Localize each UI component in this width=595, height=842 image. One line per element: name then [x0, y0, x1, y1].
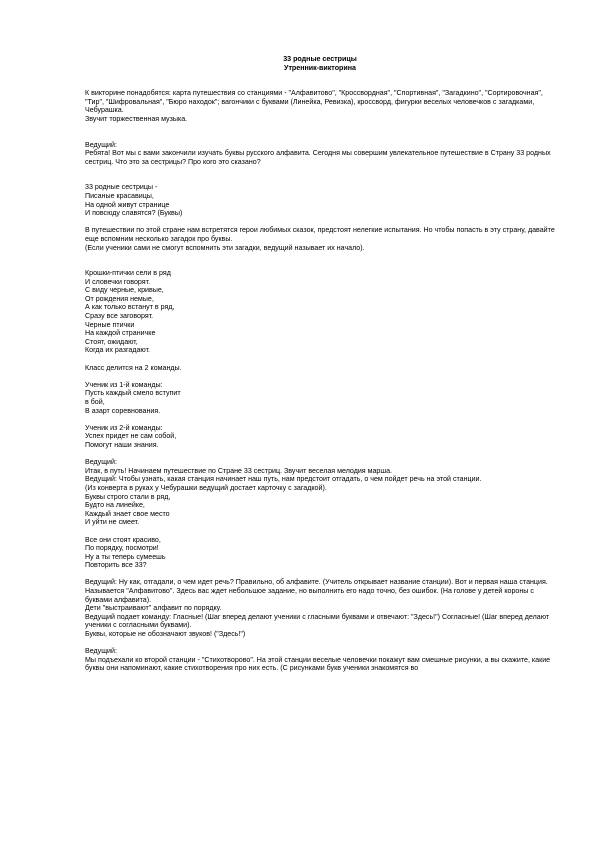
team2-label: Ученик из 2-й команды:: [85, 423, 163, 432]
document-body: [85, 55, 555, 673]
poem-line: Будто на линейке,: [85, 501, 145, 510]
leader-label: Ведущий:: [85, 647, 117, 656]
team1-section: [85, 381, 555, 415]
poem-line: Сразу все заговорят.: [85, 312, 154, 321]
leader-note: (Из конверта в руках у Чебурашки ведущий достает карточку с загадкой).: [85, 483, 327, 492]
leader-label: Ведущий:: [85, 140, 117, 149]
poem-line: В азарт соревнования.: [85, 406, 161, 415]
poem-line: Каждый знает свое место: [85, 509, 170, 518]
leader-text: Буквы, которые не обозначают звуков! ("Здесь!"): [85, 630, 246, 639]
poem-line: И словечки говорят.: [85, 277, 151, 286]
class-split-note: Класс делится на 2 команды.: [85, 363, 182, 372]
poem-birds: [85, 269, 555, 355]
intro-music: Звучит торжественная музыка.: [85, 114, 188, 123]
poem-line: От рождения немые,: [85, 294, 154, 303]
leader-text: Итак, в путь! Начинаем путешествие по Стране 33 сестриц. Звучит веселая мелодия марша.: [85, 466, 392, 475]
document-subtitle: Утренник-викторина: [284, 63, 356, 72]
intro-section: [85, 89, 555, 123]
poem-line: Крошки-птички сели в ряд: [85, 269, 171, 278]
leader-section-4: [85, 578, 555, 638]
poem-line: Помогут наши знания.: [85, 440, 159, 449]
poem-line: в бой,: [85, 398, 105, 406]
poem-line: Повторить все 33?: [85, 561, 147, 570]
poem-sisters: [85, 183, 555, 217]
leader-section-5: [85, 647, 555, 673]
poem-line: На каждой страничке: [85, 329, 156, 338]
journey-note: (Если ученики сами не смогут вспомнить эти загадки, ведущий называет их начало).: [85, 243, 365, 252]
leader-text: Дети "выстраивают" алфавит по порядку.: [85, 604, 222, 613]
poem-line: С виду черные, кривые,: [85, 286, 164, 295]
poem-line: 33 родные сестрицы -: [85, 183, 158, 192]
leader-text: Ведущий подает команду: Гласные! (Шаг вперед делают ученики с гласными буквами и отвечают: "Здесь!") Согласные! (Шаг вперед делают ученики с согласными буквами).: [85, 612, 550, 630]
journey-intro: [85, 226, 555, 252]
poem-line: И уйти не смеет.: [85, 518, 140, 527]
poem-line: Черные птички: [85, 320, 135, 329]
document-title: 33 родные сестрицы: [283, 55, 357, 63]
intro-paragraph: К викторине понадобятся: карта путешествия со станциями - "Алфавитово", "Кроссвордная", "Спортивная", "Загадкино", "Сортировочная", "Тир", "Шифровальная", "Бюро находок"; вагончики с буквами (Линейка, Ревизка), кроссворд, фигурки веселых человечков с загадками, Чебурашка.: [85, 89, 543, 115]
poem-line: Ну а ты теперь сумеешь: [85, 552, 166, 561]
poem-line: На одной живут странице: [85, 200, 170, 209]
poem-line: Буквы строго стали в ряд,: [85, 492, 171, 501]
leader-section-1: [85, 141, 555, 167]
poem-alphabet: [85, 536, 555, 570]
team1-label: Ученик из 1-й команды:: [85, 380, 163, 389]
poem-line: Стоят, ожидают,: [85, 337, 138, 346]
poem-line: Писаные красавицы,: [85, 191, 154, 200]
poem-line: А как только встанут в ряд,: [85, 303, 175, 312]
poem-line: Пусть каждый смело вступит: [85, 389, 181, 398]
leader-section-3: [85, 458, 555, 527]
poem-line: Успех придет не сам собой,: [85, 432, 177, 441]
poem-line: Все они стоят красиво,: [85, 535, 161, 544]
poem-line: По порядку, посмотри!: [85, 544, 159, 553]
leader-text: Мы подъехали ко второй станции - "Стихотворово". На этой станции веселые человечки покажут вам смешные рисунки, а вы скажите, какие буквы они напоминают, какие стихотворения про них есть. (С рисунками букв ученики знакомятся во: [85, 655, 551, 673]
journey-paragraph: В путешествии по этой стране нам встретятся герои любимых сказок, предстоят нелегкие испытания. Но чтобы попасть в эту страну, давайте еще вспомним несколько загадок про буквы.: [85, 226, 555, 243]
leader-text: Ребята! Вот мы с вами закончили изучать буквы русского алфавита. Сегодня мы совершим увлекательное путешествие в Страну 33 родных сестриц. Что это за сестрицы? Про кого это сказано?: [85, 149, 551, 166]
poem-line: Когда их разгадают.: [85, 346, 151, 355]
team2-section: [85, 424, 555, 450]
leader-label: Ведущий:: [85, 458, 117, 467]
leader-text: Ведущий: Ну как, отгадали, о чем идет речь? Правильно, об алфавите. (Учитель открывает название станции). Вот и первая наша станция. Называется "Алфавитово". Здесь вас ждет небольшое задание, но выполнить его надо точно, без ошибок. (На голове у детей короны с буквами алфавита).: [85, 578, 548, 604]
poem-line: И повсюду славятся? (Буквы): [85, 209, 183, 218]
leader-text: Ведущий: Чтобы узнать, какая станция начинает наш путь, нам предстоит отгадать, о чем пойдет речь на этой станции.: [85, 475, 482, 484]
